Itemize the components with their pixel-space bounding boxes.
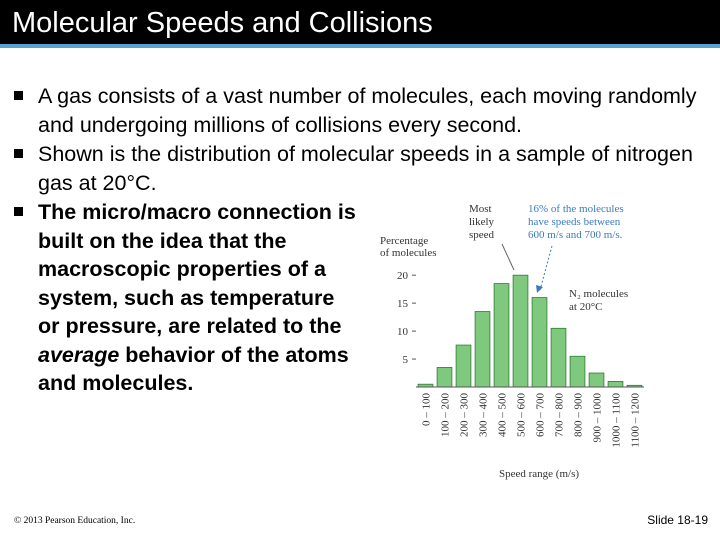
histogram-bar	[551, 328, 566, 387]
x-tick-label: 500 – 600	[515, 393, 528, 437]
pointer-arrowhead	[536, 285, 543, 293]
histogram-bar	[456, 345, 471, 387]
bullet-3-text-a: The micro/macro connection is built on the idea that the macroscopic properties of a system, such as temperature or pressure, are related to the	[38, 200, 356, 338]
y-axis-label: Percentage of molecules	[380, 235, 437, 259]
gas-sample-annotation: N₂ molecules at 20°C	[569, 288, 629, 313]
x-tick-label: 800 – 900	[572, 393, 585, 437]
histogram-bar	[437, 367, 452, 387]
histogram-bar	[532, 298, 547, 387]
most-likely-speed-annotation: Most likely speed	[469, 203, 495, 241]
histogram-bar	[513, 275, 528, 387]
slide-number: Slide 18-19	[647, 513, 708, 527]
x-tick-label: 100 – 200	[439, 393, 452, 437]
x-tick-label: 200 – 300	[458, 393, 471, 437]
histogram-bar	[475, 312, 490, 387]
y-tick-label: 20	[397, 270, 408, 283]
most-likely-pointer	[502, 244, 514, 270]
bullet-2-text: Shown is the distribution of molecular speeds in a sample of nitrogen gas at 20°C.	[38, 142, 693, 195]
x-tick-label: 400 – 500	[496, 393, 509, 437]
x-axis-label: Speed range (m/s)	[498, 468, 580, 480]
x-tick-label: 700 – 800	[553, 393, 566, 437]
histogram-bar	[608, 381, 623, 387]
sixteen-percent-annotation: 16% of the molecules have speeds between 600 m/s and 700 m/s.	[528, 203, 624, 241]
x-tick-label: 300 – 400	[477, 393, 490, 437]
histogram-bar	[494, 284, 509, 387]
x-tick-label: 1000 – 1100	[610, 393, 623, 448]
histogram-bar	[589, 373, 604, 387]
x-tick-label: 0 – 100	[420, 393, 433, 426]
slide-title: Molecular Speeds and Collisions	[12, 7, 433, 39]
x-tick-label: 1100 – 1200	[629, 393, 642, 448]
x-tick-label: 600 – 700	[534, 393, 547, 437]
y-tick-label: 10	[397, 326, 408, 339]
bullet-1-text: A gas consists of a vast number of molecules, each moving randomly and undergoing millions of collisions every second.	[38, 84, 697, 137]
bullet-3-text-b: behavior of the atoms and molecules.	[38, 342, 349, 395]
y-tick-label: 15	[397, 298, 408, 311]
sixteen-percent-pointer	[540, 246, 552, 290]
bullet-3-emphasis: average	[38, 342, 120, 367]
x-tick-label: 900 – 1000	[591, 393, 604, 443]
y-tick-label: 5	[402, 354, 408, 367]
copyright-notice: © 2013 Pearson Education, Inc.	[14, 516, 136, 526]
histogram-bar	[570, 356, 585, 387]
